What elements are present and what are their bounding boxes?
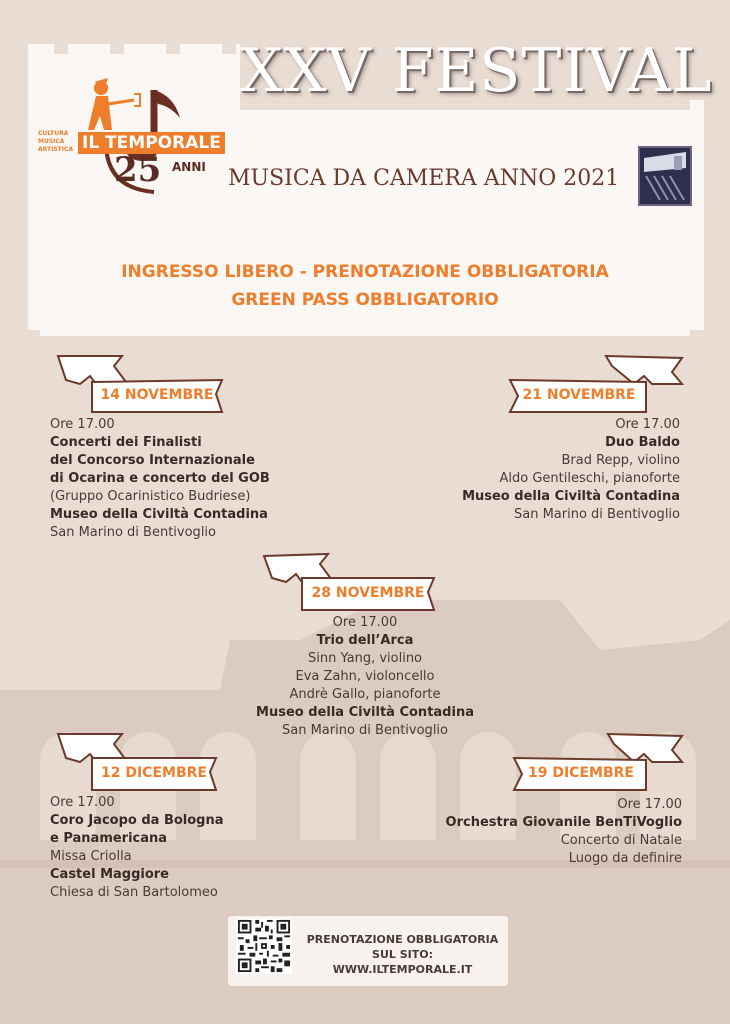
logo-name: IL TEMPORALE: [78, 132, 225, 154]
date-ribbon: [506, 354, 686, 418]
event-12-dicembre: [50, 794, 224, 902]
event-19-dicembre: [446, 796, 682, 868]
event-performer: Andrè Gallo, pianoforte: [289, 687, 441, 702]
booking-text: [300, 932, 505, 977]
festival-subtitle: MUSICA DA CAMERA ANNO 2021: [228, 166, 620, 191]
date-label: 14 NOVEMBRE: [100, 387, 214, 403]
event-time: Ore 17.00: [615, 417, 680, 432]
date-label: 28 NOVEMBRE: [311, 585, 425, 601]
event-performer: Sinn Yang, violino: [307, 651, 423, 666]
date-ribbon: [262, 552, 442, 616]
event-detail: (Gruppo Ocarinistico Budriese): [50, 489, 251, 504]
date-ribbon: [510, 732, 686, 796]
event-21-novembre: [462, 416, 680, 524]
booking-box: [228, 916, 508, 986]
notice-green-pass: GREEN PASS OBBLIGATORIO: [231, 290, 499, 310]
date-label: 19 DICEMBRE: [528, 765, 634, 781]
notice-entry: INGRESSO LIBERO - PRENOTAZIONE OBBLIGATORIA: [121, 262, 609, 282]
date-label: 21 NOVEMBRE: [522, 387, 636, 403]
logo-side-text: CULTURA MUSICA ARTISTICA: [38, 130, 74, 153]
event-title: e Panamericana: [50, 831, 168, 846]
event-time: Ore 17.00: [332, 615, 398, 630]
event-14-novembre: [50, 416, 270, 542]
event-title: del Concorso Internazionale: [50, 453, 255, 468]
event-venue: Castel Maggiore: [50, 867, 169, 882]
event-performer: Eva Zahn, violoncello: [295, 669, 435, 684]
event-performer: Aldo Gentileschi, pianoforte: [499, 471, 680, 486]
date-label: 12 DICEMBRE: [101, 765, 207, 781]
event-title: Concerti dei Finalisti: [50, 435, 202, 450]
event-location: San Marino di Bentivoglio: [514, 507, 680, 522]
logo-anni: ANNI: [172, 160, 206, 174]
event-title: Duo Baldo: [605, 435, 680, 450]
event-time: Ore 17.00: [50, 417, 115, 432]
event-location: Chiesa di San Bartolomeo: [50, 885, 218, 900]
booking-website-link[interactable]: WWW.ILTEMPORALE.IT: [332, 963, 473, 976]
event-title: Trio dell’Arca: [316, 633, 414, 648]
event-title: Orchestra Giovanile BenTiVoglio: [445, 815, 682, 830]
event-detail: Missa Criolla: [50, 849, 132, 864]
festival-title: XXV FESTIVAL: [240, 36, 713, 106]
event-performer: Brad Repp, violino: [561, 453, 680, 468]
event-location: Luogo da definire: [568, 851, 682, 866]
event-title: di Ocarina e concerto del GOB: [50, 471, 270, 486]
event-detail: Concerto di Natale: [560, 833, 682, 848]
event-time: Ore 17.00: [617, 797, 682, 812]
logo-years: 25: [114, 150, 162, 190]
event-28-novembre: [215, 614, 515, 740]
qr-code-icon[interactable]: [236, 918, 292, 974]
event-venue: Museo della Civiltà Contadina: [256, 705, 474, 720]
booking-line: SUL SITO:: [372, 948, 433, 961]
event-title: Coro Jacopo da Bologna: [50, 813, 224, 828]
venue-thumbnail-image: [638, 146, 692, 206]
event-location: San Marino di Bentivoglio: [282, 723, 448, 738]
event-venue: Museo della Civiltà Contadina: [50, 507, 268, 522]
date-ribbon: [56, 732, 226, 796]
event-time: Ore 17.00: [50, 795, 115, 810]
date-ribbon: [56, 354, 226, 418]
event-location: San Marino di Bentivoglio: [50, 525, 216, 540]
event-venue: Museo della Civiltà Contadina: [462, 489, 680, 504]
booking-line: PRENOTAZIONE OBBLIGATORIA: [306, 933, 499, 946]
